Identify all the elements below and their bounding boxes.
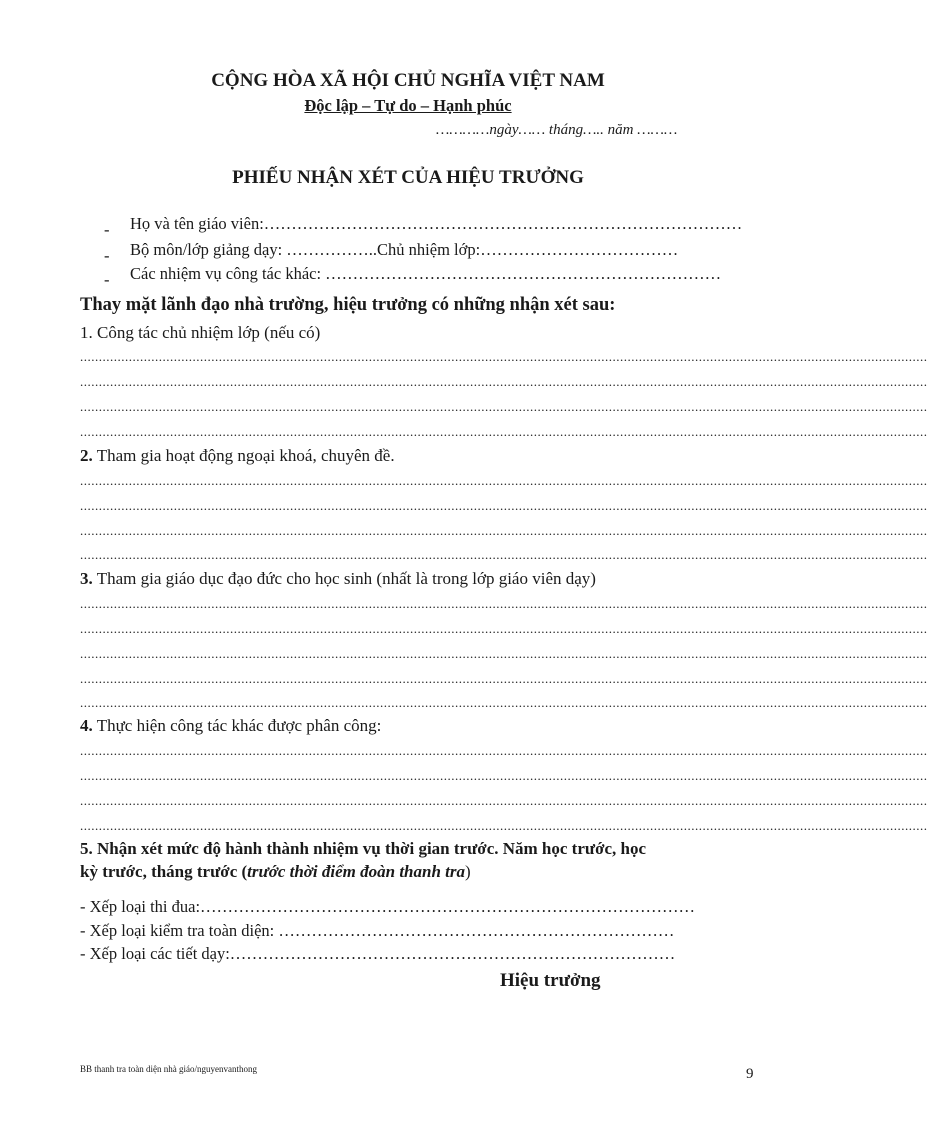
section-italic-text: trước thời điểm đoàn thanh tra [247,862,466,881]
intro-statement: Thay mặt lãnh đạo nhà trường, hiệu trưởng có những nhận xét sau: [80,295,616,315]
section-text: Tham gia hoạt động ngoại khoá, chuyên đề. [92,446,395,465]
section-number: 2. [80,446,93,465]
dotted-line: .................................................................................................................................................................................................................................. [80,596,928,611]
dotted-line: .................................................................................................................................................................................................................................. [80,695,928,710]
signer-title: Hiệu trưởng [500,970,601,991]
dotted-line: .................................................................................................................................................................................................................................. [80,793,928,808]
dotted-line: .................................................................................................................................................................................................................................. [80,374,928,389]
bullet-dash: - [104,246,110,265]
other-duties-line [104,264,722,289]
lesson-grade-line: - Xếp loại các tiết dạy:……………………………………………………………………… [80,944,676,963]
section-number: 4. [80,716,93,735]
dotted-line: .................................................................................................................................................................................................................................. [80,473,928,488]
document-title: PHIẾU NHẬN XÉT CỦA HIỆU TRƯỞNG [232,167,584,188]
page-number: 9 [746,1066,754,1082]
section-5-heading: 5. Nhận xét mức độ hành thành nhiệm vụ thời gian trước. Năm học trước, học [80,839,647,858]
other-duties-label: Các nhiệm vụ công tác khác: ……………………………………………………………… [130,264,722,283]
section-3-heading [80,569,596,589]
subject-line [104,240,679,265]
section-5-heading-continued [80,862,471,882]
national-motto: Độc lập – Tự do – Hạnh phúc [304,96,512,115]
section-text: ) [465,862,471,881]
dotted-line: .................................................................................................................................................................................................................................. [80,671,928,686]
section-number: 1. [80,323,93,342]
section-text: Thực hiện công tác khác được phân công: [92,716,382,735]
bullet-dash: - [104,220,110,239]
dotted-line: .................................................................................................................................................................................................................................. [80,621,928,636]
date-line: …………ngày…… tháng….. năm ……… [436,122,678,138]
subject-label: Bộ môn/lớp giảng dạy: ……………..Chủ nhiệm lớp:……………………………… [130,240,679,259]
section-number: 3. [80,569,93,588]
dotted-line: .................................................................................................................................................................................................................................. [80,547,928,562]
dotted-line: .................................................................................................................................................................................................................................. [80,818,928,833]
dotted-line: .................................................................................................................................................................................................................................. [80,768,928,783]
dotted-line: .................................................................................................................................................................................................................................. [80,523,928,538]
dotted-line: .................................................................................................................................................................................................................................. [80,498,928,513]
inspection-grade-line: - Xếp loại kiểm tra toàn diện: ……………………………………………………………… [80,921,675,940]
dotted-line: .................................................................................................................................................................................................................................. [80,743,928,758]
dotted-line: .................................................................................................................................................................................................................................. [80,349,928,364]
emulation-grade-line: - Xếp loại thi đua:……………………………………………………………………………… [80,897,696,916]
teacher-name-line [104,214,743,239]
section-text: Công tác chủ nhiệm lớp (nếu có) [92,323,321,342]
section-text: kỳ trước, tháng trước ( [80,862,248,881]
dotted-line: .................................................................................................................................................................................................................................. [80,399,928,414]
section-1-heading [80,323,320,343]
bullet-dash: - [104,270,110,289]
dotted-line: .................................................................................................................................................................................................................................. [80,646,928,661]
section-2-heading [80,446,395,466]
section-text: Tham gia giáo dục đạo đức cho học sinh (nhất là trong lớp giáo viên dạy) [92,569,596,588]
nation-name: CỘNG HÒA XÃ HỘI CHỦ NGHĨA VIỆT NAM [211,70,605,91]
dotted-line: .................................................................................................................................................................................................................................. [80,424,928,439]
teacher-name-label: Họ và tên giáo viên:…………………………………………………………………………… [130,214,743,233]
section-4-heading [80,716,381,736]
footer-note: BB thanh tra toàn diện nhà giáo/nguyenvanthong [80,1064,257,1074]
